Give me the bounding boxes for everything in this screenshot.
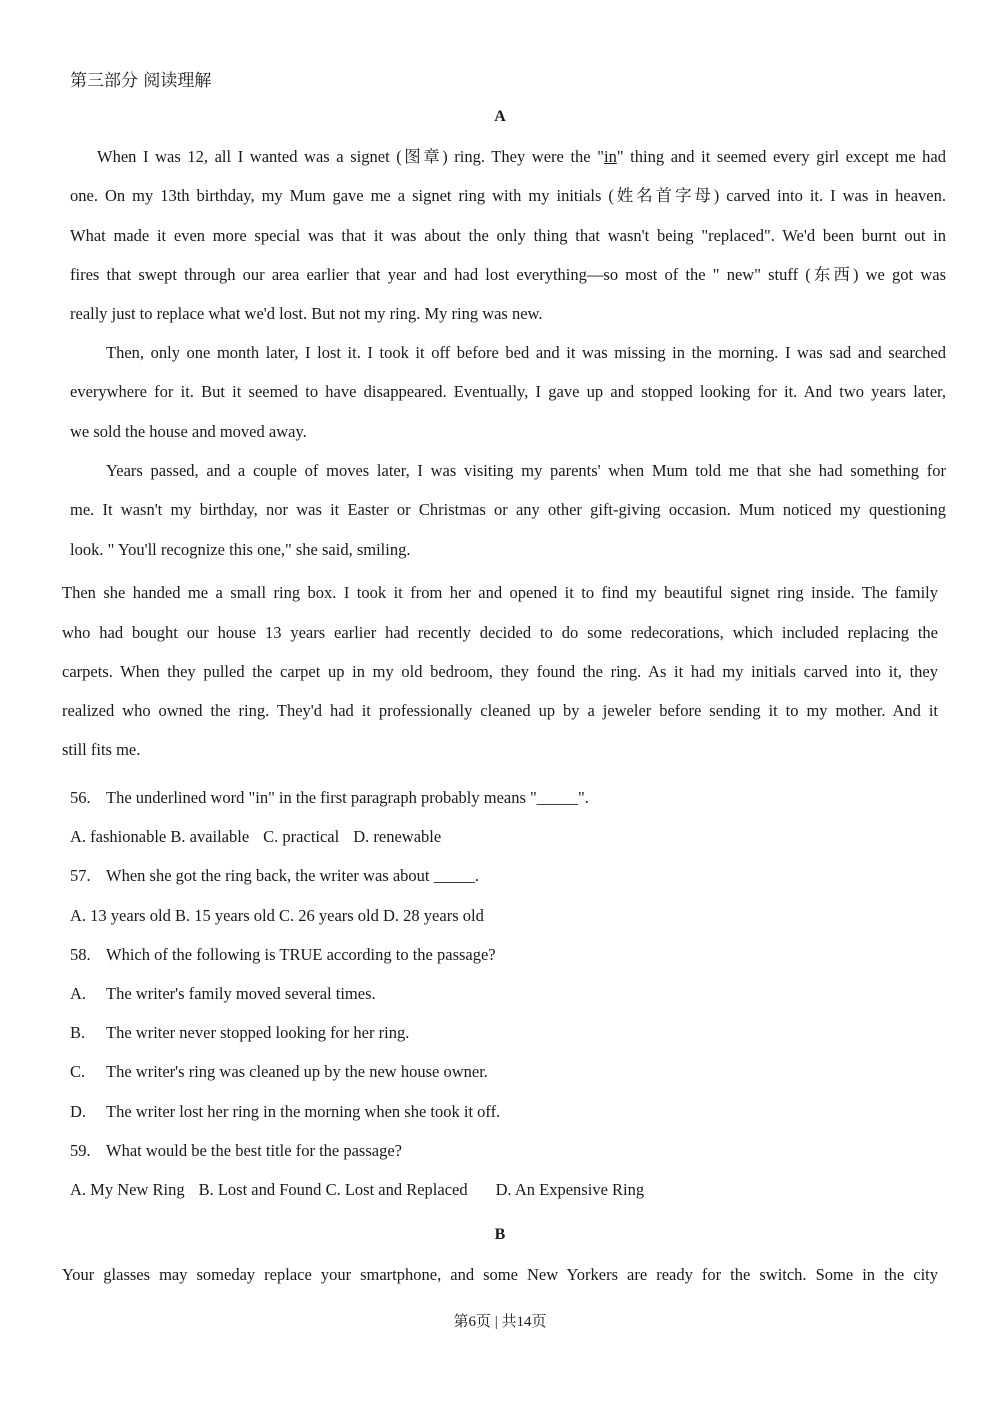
question-number: 57.: [70, 866, 91, 885]
question-56: [70, 788, 589, 808]
p2-line-3: we sold the house and moved away.: [70, 422, 307, 441]
p1-line-2: one. On my 13th birthday, my Mum gave me a signet ring with my initials (姓名首字母) carved into it. I was in heaven.: [70, 186, 946, 205]
option-c: C. Lost and Replaced: [325, 1180, 468, 1199]
option-b: B. Lost and Found: [198, 1180, 322, 1199]
question-58-option-d: D. The writer lost her ring in the morning when she took it off.: [70, 1102, 501, 1121]
p4-line-1: Then she handed me a small ring box. I took it from her and opened it to find my beautiful signet ring inside. The family: [62, 583, 938, 602]
question-56-options: [70, 827, 441, 847]
question-57-options: [70, 906, 484, 926]
question-58: [70, 945, 496, 965]
question-number: 59.: [70, 1141, 91, 1160]
p3-line-1: Years passed, and a couple of moves later, I was visiting my parents' when Mum told me that she had something for: [106, 461, 946, 480]
question-58-option-c: C. The writer's ring was cleaned up by the new house owner.: [70, 1062, 488, 1081]
option-d: D. renewable: [353, 827, 442, 846]
p3-line-3: look. " You'll recognize this one," she said, smiling.: [70, 540, 411, 559]
p4-line-5: still fits me.: [62, 740, 141, 759]
question-number: 56.: [70, 788, 91, 807]
p2-line-1: Then, only one month later, I lost it. I took it off before bed and it was missing in the morning. I was sad and searched: [106, 343, 946, 362]
option-c: C. 26 years old: [278, 906, 379, 925]
question-text: When she got the ring back, the writer was about _____.: [106, 866, 479, 885]
p3-line-2: me. It wasn't my birthday, nor was it Easter or Christmas or any other gift-giving occasion. Mum noticed my questioning: [70, 500, 946, 519]
p4-line-4: realized who owned the ring. They'd had it professionally cleaned up by a jeweler before sending it to my mother. And it: [62, 701, 938, 720]
p1-line-3: What made it even more special was that it was about the only thing that wasn't being "replaced". We'd been burnt out in: [70, 226, 946, 245]
p2-line-2: everywhere for it. But it seemed to have disappeared. Eventually, I gave up and stopped looking for it. And two years later,: [70, 382, 946, 401]
question-text: Which of the following is TRUE according to the passage?: [106, 945, 496, 964]
option-a: A. 13 years old: [70, 906, 171, 925]
p4-line-3: carpets. When they pulled the carpet up in my old bedroom, they found the ring. As it had my initials carved into it, they: [62, 662, 938, 681]
question-59-options: [70, 1180, 644, 1200]
p1-line-1: When I was 12, all I wanted was a signet (图章) ring. They were the "in" thing and it seemed every girl except me had: [97, 147, 946, 166]
passage-a-heading: A: [494, 108, 506, 125]
question-58-option-a: A. The writer's family moved several times.: [70, 984, 376, 1003]
question-number: 58.: [70, 945, 91, 964]
underlined-word: in: [603, 147, 617, 166]
question-57: [70, 866, 479, 886]
passage-b-heading: B: [494, 1226, 506, 1243]
p1-line-5: really just to replace what we'd lost. But not my ring. My ring was new.: [70, 304, 543, 323]
question-59: [70, 1141, 402, 1161]
question-text: What would be the best title for the passage?: [106, 1141, 402, 1160]
option-a: A. fashionable: [70, 827, 167, 846]
passage-b-line-1: Your glasses may someday replace your smartphone, and some New Yorkers are ready for the switch. Some in the city: [62, 1265, 938, 1284]
option-d: D. 28 years old: [383, 906, 484, 925]
option-b: B. available: [170, 827, 250, 846]
question-58-option-b: B. The writer never stopped looking for her ring.: [70, 1023, 410, 1042]
p4-line-2: who had bought our house 13 years earlier had recently decided to do some redecorations, which included replacing the: [62, 623, 938, 642]
section-title: 第三部分 阅读理解: [70, 71, 212, 91]
p1-line-4: fires that swept through our area earlier that year and had lost everything—so most of the " new" stuff (东西) we got was: [70, 265, 946, 284]
option-b: B. 15 years old: [174, 906, 275, 925]
page-footer: 第6页 | 共14页: [453, 1314, 547, 1330]
option-c: C. practical: [263, 827, 340, 846]
option-a: A. My New Ring: [70, 1180, 185, 1199]
option-d: D. An Expensive Ring: [495, 1180, 645, 1199]
question-text: The underlined word "in" in the first paragraph probably means "_____".: [106, 788, 589, 807]
